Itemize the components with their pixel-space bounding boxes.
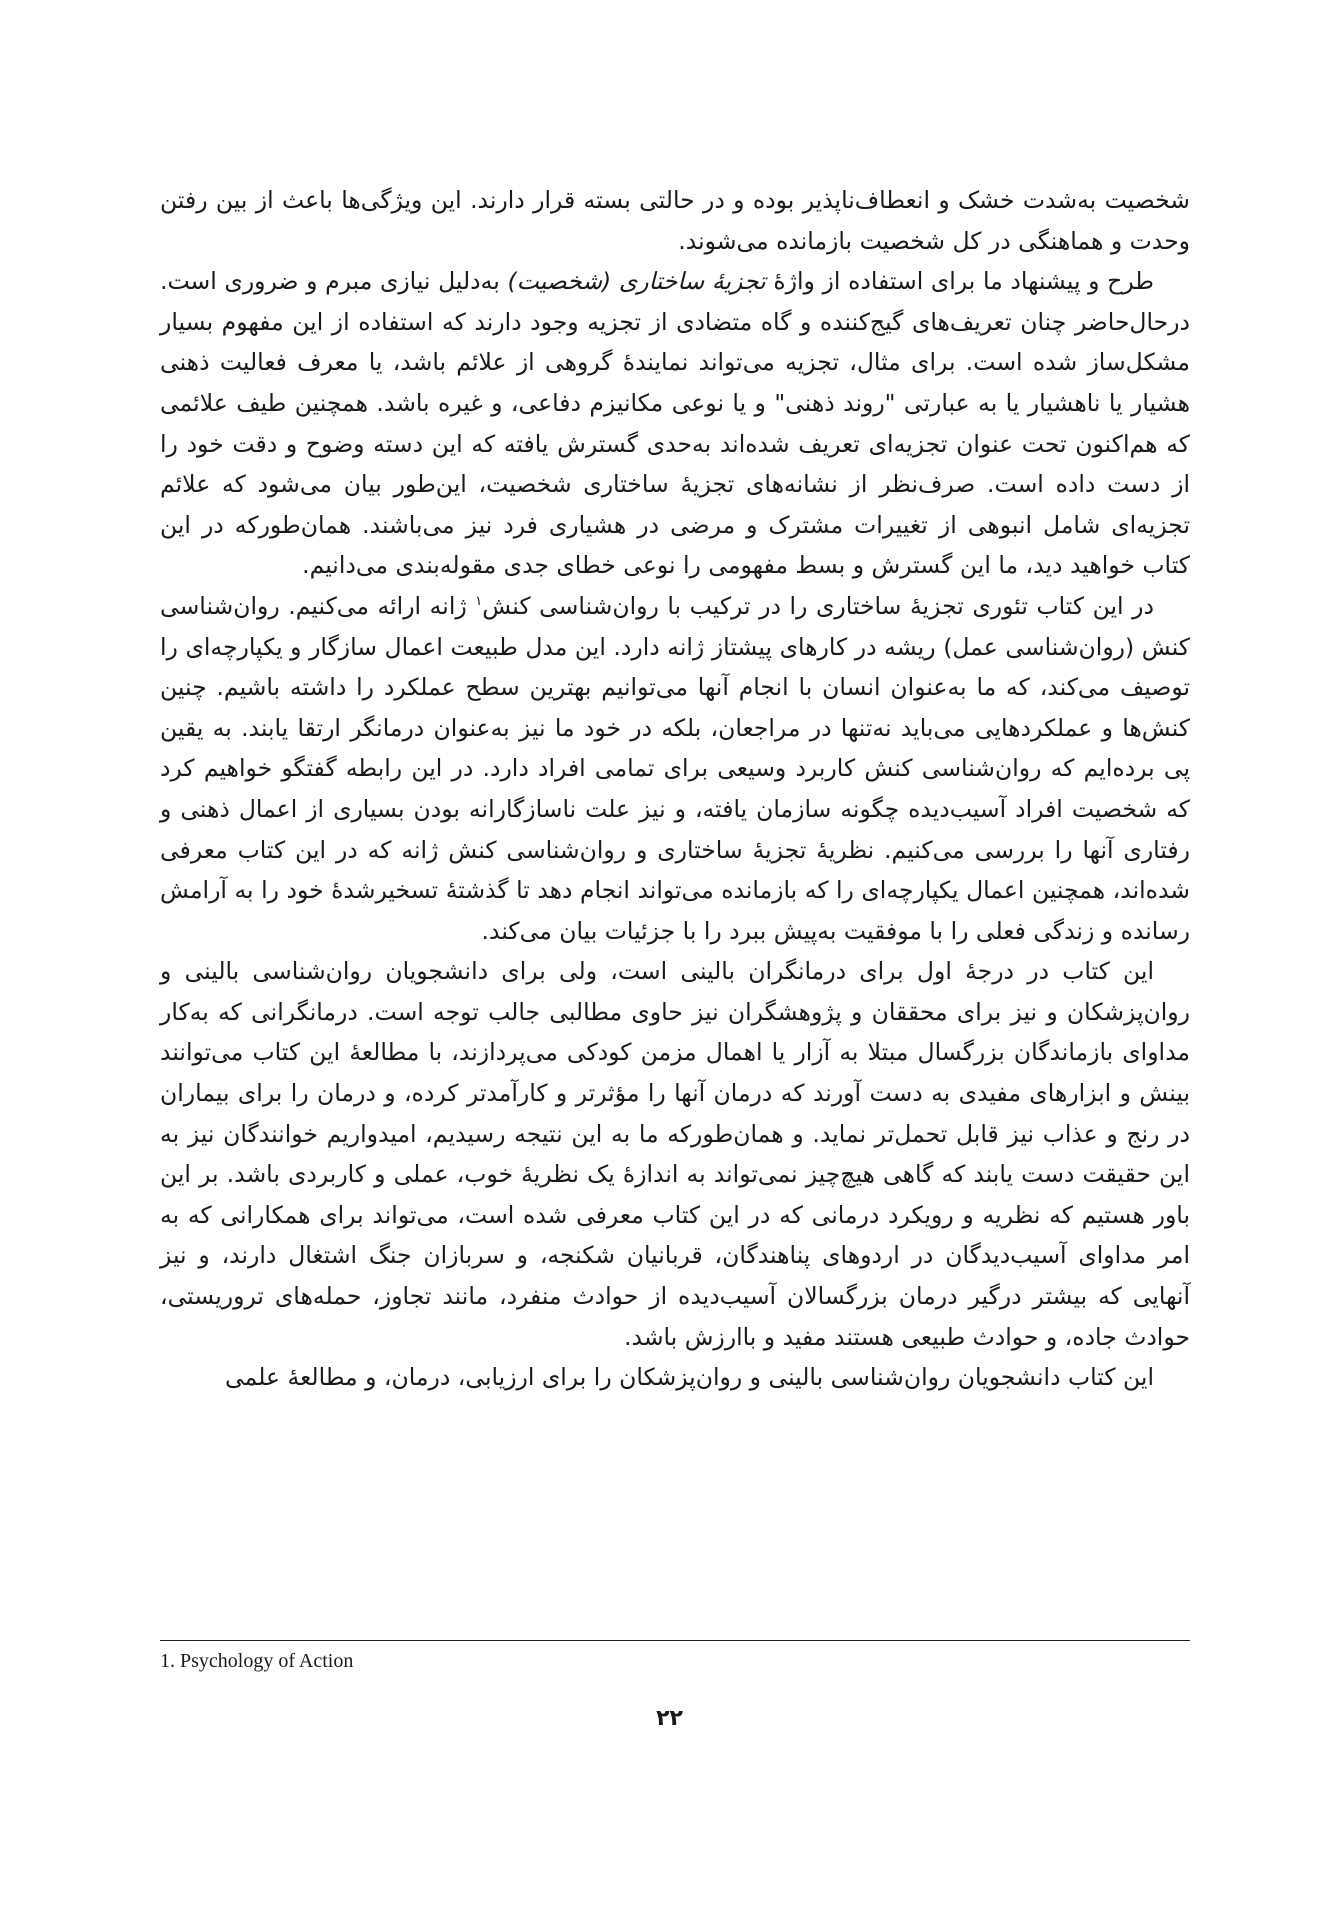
page-number: ۲۲ bbox=[656, 1706, 683, 1731]
paragraph-p4 bbox=[160, 951, 1190, 1357]
footnote: 1. Psychology of Action bbox=[160, 1650, 354, 1672]
text-run: ژانه ارائه می‌کنیم. روان‌شناسی کنش (روان‌شناسی عمل) ریشه در کارهای پیشتاز ژانه دارد. این مدل طبیعت اعمال سازگار و یکپارچه‌ای را توصیف می‌کند، که ما به‌عنوان انسان با انجام آنها می‌توانیم بهترین سطح عملکرد را داشته باشیم. چنین کنش‌ها و عملکردهایی می‌باید نه‌تنها در مراجعان، بلکه در خود ما نیز به‌عنوان درمانگر ارتقا یابند. به یقین پی برده‌ایم که روان‌شناسی کنش کاربرد وسیعی برای تمامی افراد دارد. در این رابطه گفتگو خواهیم کرد که شخصیت افراد آسیب‌دیده چگونه سازمان یافته، و نیز علت ناسازگارانه بودن بسیاری از اعمال ذهنی و رفتاری آنها را بررسی می‌کنیم. نظریهٔ تجزیهٔ ساختاری و روان‌شناسی کنش ژانه که در این کتاب معرفی شده‌اند، همچنین اعمال یکپارچه‌ای را که بازمانده می‌تواند انجام دهد تا گذشتهٔ تسخیرشدهٔ خود را به آرامش رسانده و زندگی فعلی را با موفقیت به‌پیش ببرد را با جزئیات بیان می‌کند. bbox=[160, 591, 1190, 945]
footnote-reference: ۱ bbox=[475, 594, 483, 610]
footnote-divider bbox=[160, 1640, 1190, 1641]
text-run: این کتاب دانشجویان روان‌شناسی بالینی و روان‌پزشکان را برای ارزیابی، درمان، و مطالعهٔ علمی bbox=[225, 1363, 1154, 1392]
text-run: شخصیت به‌شدت خشک و انعطاف‌ناپذیر بوده و در حالتی بسته قرار دارند. این ویژگی‌ها باعث از بین رفتن وحدت و هماهنگی در کل شخصیت بازمانده می‌شوند. bbox=[160, 186, 1190, 255]
text-run: طرح و پیشنهاد ما برای استفاده از واژهٔ bbox=[765, 267, 1155, 296]
text-run: این کتاب در درجهٔ اول برای درمانگران بالینی است، ولی برای دانشجویان روان‌شناسی بالینی و روان‌پزشکان و نیز برای محققان و پژوهشگران نیز حاوی مطالبی جالب توجه است. درمانگرانی که به‌کار مداوای بازماندگان بزرگسال مبتلا به آزار یا اهمال مزمن کودکی می‌پردازند، با مطالعهٔ این کتاب می‌توانند بینش و ابزارهای مفیدی به دست آورند که درمان آنها را مؤثرتر و کارآمدتر کرده، و درمان را برای بیماران در رنج و عذاب نیز قابل تحمل‌تر نماید. و همان‌طورکه ما به این نتیجه رسیدیم، امیدواریم خوانندگان نیز به این حقیقت دست یابند که گاهی هیچ‌چیز نمی‌تواند به اندازهٔ یک نظریهٔ خوب، عملی و کاربردی باشد. بر این باور هستیم که نظریه و رویکرد درمانی که در این کتاب معرفی شده است، می‌تواند برای همکارانی که به امر مداوای آسیب‌دیدگان در اردوهای پناهندگان، قربانیان شکنجه، و سربازان جنگ اشتغال دارند، و نیز آنهایی که بیشتر درگیر درمان بزرگسالان آسیب‌دیده از حوادث منفرد، مانند تجاوز، حمله‌های تروریستی، حوادث جاده، و حوادث طبیعی هستند مفید و باارزش باشد. bbox=[160, 957, 1190, 1351]
paragraph-p3 bbox=[160, 586, 1190, 951]
paragraph-p1 bbox=[160, 180, 1190, 261]
paragraph-p5 bbox=[160, 1357, 1190, 1398]
italic-term: تجزیهٔ ساختاری (شخصیت) bbox=[507, 267, 766, 296]
paragraph-p2 bbox=[160, 261, 1190, 586]
text-run: به‌دلیل نیازی مبرم و ضروری است. درحال‌حاضر چنان تعریف‌های گیج‌کننده و گاه متضادی از تجزیه وجود دارند که استفاده از این مفهوم بسیار مشکل‌ساز شده است. برای مثال، تجزیه می‌تواند نمایندهٔ گروهی از علائم باشد، یا معرف فعالیت ذهنی هشیار یا ناهشیار یا به عبارتی "روند ذهنی" و یا نوعی مکانیزم دفاعی، و غیره باشد. همچنین طیف علائمی که هم‌اکنون تحت عنوان تجزیه‌ای تعریف شده‌اند به‌حدی گسترش یافته که این دسته وضوح و دقت خود را از دست داده است. صرف‌نظر از نشانه‌های تجزیهٔ ساختاری شخصیت، این‌طور بیان می‌شود که علائم تجزیه‌ای شامل انبوهی از تغییرات مشترک و مرضی در هشیاری فرد نیز می‌باشند. همان‌طورکه در این کتاب خواهید دید، ما این گسترش و بسط مفهومی را نوعی خطای جدی مقوله‌بندی می‌دانیم. bbox=[160, 267, 1190, 580]
main-text bbox=[160, 180, 1190, 1398]
text-run: در این کتاب تئوری تجزیهٔ ساختاری را در ترکیب با روان‌شناسی کنش bbox=[482, 591, 1154, 620]
